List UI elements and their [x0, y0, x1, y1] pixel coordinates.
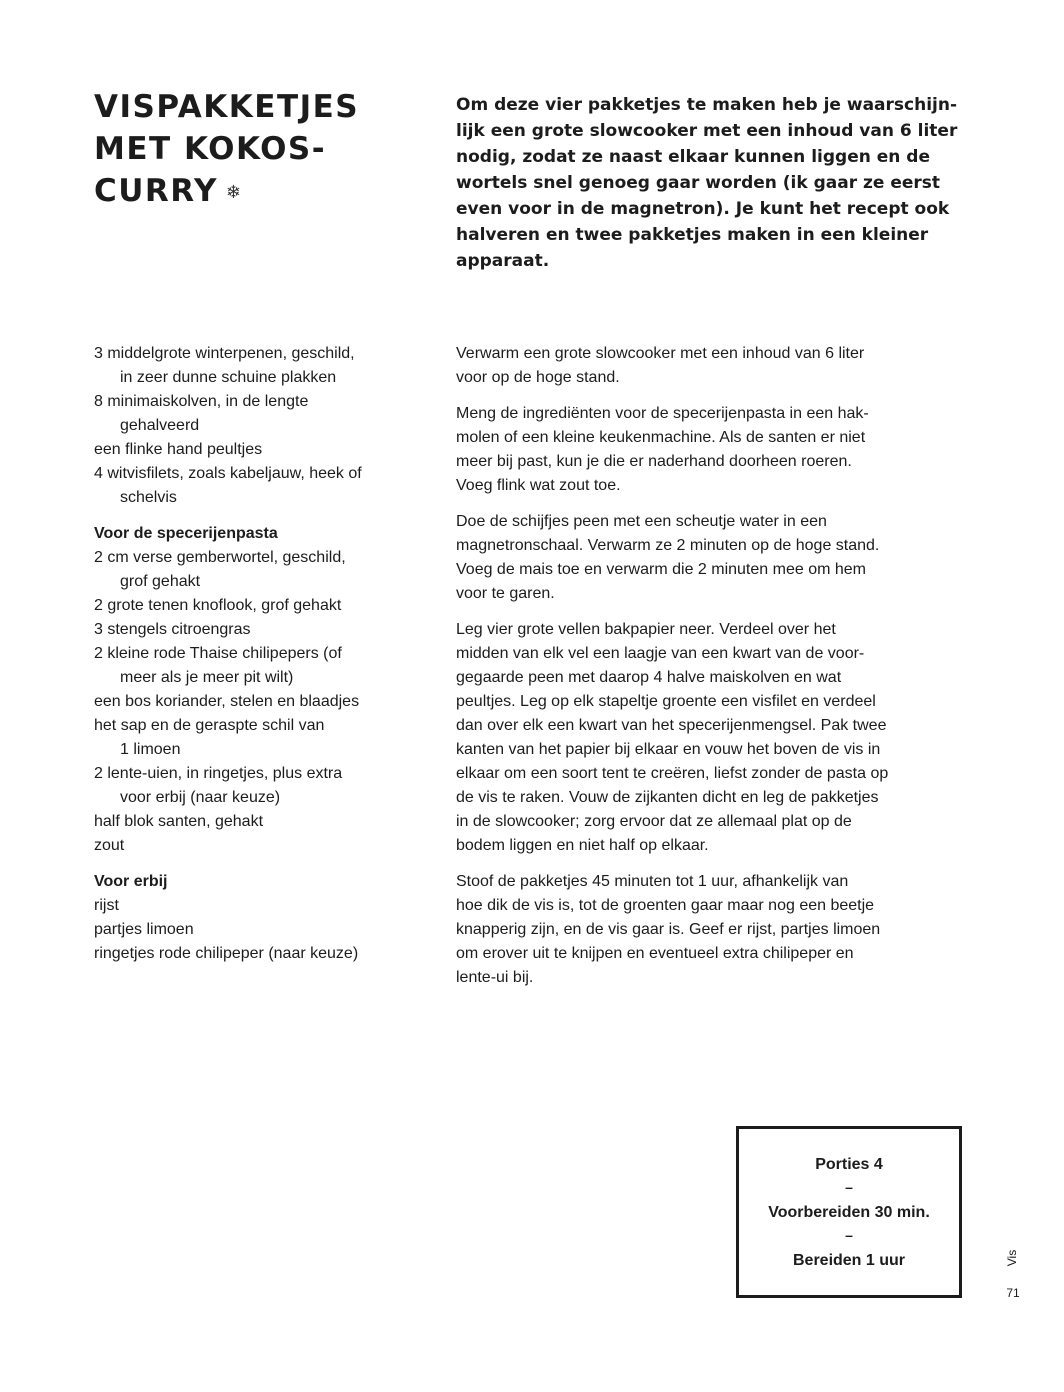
ingredient-text: 2 grote tenen knoflook, grof gehakt	[94, 597, 342, 614]
ingredient-text: rijst	[94, 897, 119, 914]
method-steps	[456, 342, 996, 1002]
ingredient-text: 8 minimaiskolven, in de lengte	[94, 393, 309, 410]
method-line: Doe de schijfjes peen met een scheutje water in een	[456, 513, 827, 530]
title-line: MET KOKOS-	[94, 131, 327, 167]
ingredient-item	[94, 762, 434, 810]
intro-line: even voor in de magnetron). Je kunt het recept ook	[456, 199, 950, 219]
method-line: Voeg de mais toe en verwarm die 2 minuten mee om hem	[456, 561, 866, 578]
title-line: VISPAKKETJES	[94, 89, 360, 125]
snowflake-icon: ❄	[225, 182, 243, 203]
spice-paste-heading: Voor de specerijenpasta	[94, 525, 278, 542]
ingredient-text-continued: grof gehakt	[120, 573, 201, 590]
method-line: lente-ui bij.	[456, 969, 534, 986]
method-step	[456, 618, 996, 858]
method-line: de vis te raken. Vouw de zijkanten dicht en leg de pakketjes	[456, 789, 879, 806]
method-line: in de slowcooker; zorg ervoor dat ze allemaal plat op de	[456, 813, 852, 830]
cook-time-label: Bereiden 1 uur	[792, 1252, 906, 1269]
ingredient-item	[94, 894, 434, 918]
intro-line: nodig, zodat ze naast elkaar kunnen liggen en de	[456, 147, 930, 167]
method-line: magnetronschaal. Verwarm ze 2 minuten op de hoge stand.	[456, 537, 880, 554]
recipe-title	[94, 86, 424, 214]
title-line	[94, 170, 424, 214]
method-line: kanten van het papier bij elkaar en vouw het boven de vis in	[456, 741, 881, 758]
method-step	[456, 510, 996, 606]
ingredient-item	[94, 918, 434, 942]
method-line: Meng de ingrediënten voor de specerijenpasta in een hak-	[456, 405, 869, 422]
serve-heading: Voor erbij	[94, 873, 168, 890]
method-line: midden van elk vel een laagje van een kwart van de voor-	[456, 645, 865, 662]
ingredient-text: partjes limoen	[94, 921, 194, 938]
ingredient-text: 4 witvisfilets, zoals kabeljauw, heek of	[94, 465, 362, 482]
ingredient-text: het sap en de geraspte schil van	[94, 717, 325, 734]
ingredient-item	[94, 642, 434, 690]
method-step	[456, 342, 996, 390]
prep-time-label: Voorbereiden 30 min.	[768, 1204, 930, 1221]
ingredient-text: half blok santen, gehakt	[94, 813, 264, 830]
method-line: knapperig zijn, en de vis gaar is. Geef er rijst, partjes limoen	[456, 921, 881, 938]
method-line: voor te garen.	[456, 585, 555, 602]
ingredient-item	[94, 546, 434, 594]
info-separator: –	[845, 1179, 853, 1195]
method-line: Leg vier grote vellen bakpapier neer. Verdeel over het	[456, 621, 836, 638]
recipe-info-box	[736, 1126, 962, 1298]
ingredient-text: 2 lente-uien, in ringetjes, plus extra	[94, 765, 343, 782]
ingredient-text: 2 kleine rode Thaise chilipepers (of	[94, 645, 342, 662]
ingredient-text: 2 cm verse gemberwortel, geschild,	[94, 549, 346, 566]
method-line: elkaar om een soort tent te creëren, liefst zonder de pasta op	[456, 765, 889, 782]
ingredient-text-continued: gehalveerd	[120, 417, 200, 434]
intro-line: halveren en twee pakketjes maken in een kleiner	[456, 225, 929, 245]
method-line: meer bij past, kun je die er naderhand doorheen roeren.	[456, 453, 852, 470]
ingredient-text: zout	[94, 837, 125, 854]
ingredient-text-continued: voor erbij (naar keuze)	[120, 789, 281, 806]
ingredient-text: een bos koriander, stelen en blaadjes	[94, 693, 360, 710]
method-line: gegaarde peen met daarop 4 halve maiskolven en wat	[456, 669, 842, 686]
ingredient-text-continued: schelvis	[120, 489, 177, 506]
ingredient-item	[94, 942, 434, 966]
page-number: 71	[1006, 1286, 1020, 1300]
intro-line: lijk een grote slowcooker met een inhoud van 6 liter	[456, 121, 958, 141]
recipe-intro	[456, 92, 976, 274]
method-step	[456, 870, 996, 990]
intro-line: apparaat.	[456, 251, 550, 271]
ingredient-text: ringetjes rode chilipeper (naar keuze)	[94, 945, 359, 962]
ingredient-item	[94, 618, 434, 642]
method-line: hoe dik de vis is, tot de groenten gaar maar nog een beetje	[456, 897, 875, 914]
ingredient-text: 3 stengels citroengras	[94, 621, 251, 638]
ingredients-list	[94, 342, 434, 966]
method-line: Stoof de pakketjes 45 minuten tot 1 uur, afhankelijk van	[456, 873, 849, 890]
ingredient-item	[94, 690, 434, 714]
ingredient-item	[94, 390, 434, 438]
method-line: Voeg flink wat zout toe.	[456, 477, 621, 494]
ingredient-item	[94, 714, 434, 762]
section-label: Vis	[1005, 1249, 1019, 1267]
ingredient-text-continued: 1 limoen	[120, 741, 181, 758]
ingredient-item	[94, 438, 434, 462]
ingredient-item	[94, 342, 434, 390]
ingredient-item	[94, 834, 434, 858]
method-line: om erover uit te knijpen en eventueel extra chilipeper en	[456, 945, 854, 962]
title-line-text: CURRY	[94, 173, 218, 209]
ingredient-item	[94, 462, 434, 510]
ingredient-item	[94, 594, 434, 618]
intro-line: wortels snel genoeg gaar worden (ik gaar ze eerst	[456, 173, 941, 193]
method-line: peultjes. Leg op elk stapeltje groente een visfilet en verdeel	[456, 693, 876, 710]
method-line: voor op de hoge stand.	[456, 369, 620, 386]
ingredient-text: 3 middelgrote winterpenen, geschild,	[94, 345, 355, 362]
ingredient-item	[94, 810, 434, 834]
ingredient-text-continued: in zeer dunne schuine plakken	[120, 369, 337, 386]
method-step	[456, 402, 996, 498]
ingredient-text-continued: meer als je meer pit wilt)	[120, 669, 294, 686]
portions-label: Porties 4	[815, 1156, 883, 1173]
method-line: dan over elk een kwart van het specerijenmengsel. Pak twee	[456, 717, 887, 734]
info-separator: –	[845, 1227, 853, 1243]
method-line: molen of een kleine keukenmachine. Als de santen er niet	[456, 429, 866, 446]
method-line: Verwarm een grote slowcooker met een inhoud van 6 liter	[456, 345, 865, 362]
ingredient-text: een flinke hand peultjes	[94, 441, 263, 458]
intro-line: Om deze vier pakketjes te maken heb je waarschijn-	[456, 95, 958, 115]
method-line: bodem liggen en niet half op elkaar.	[456, 837, 709, 854]
